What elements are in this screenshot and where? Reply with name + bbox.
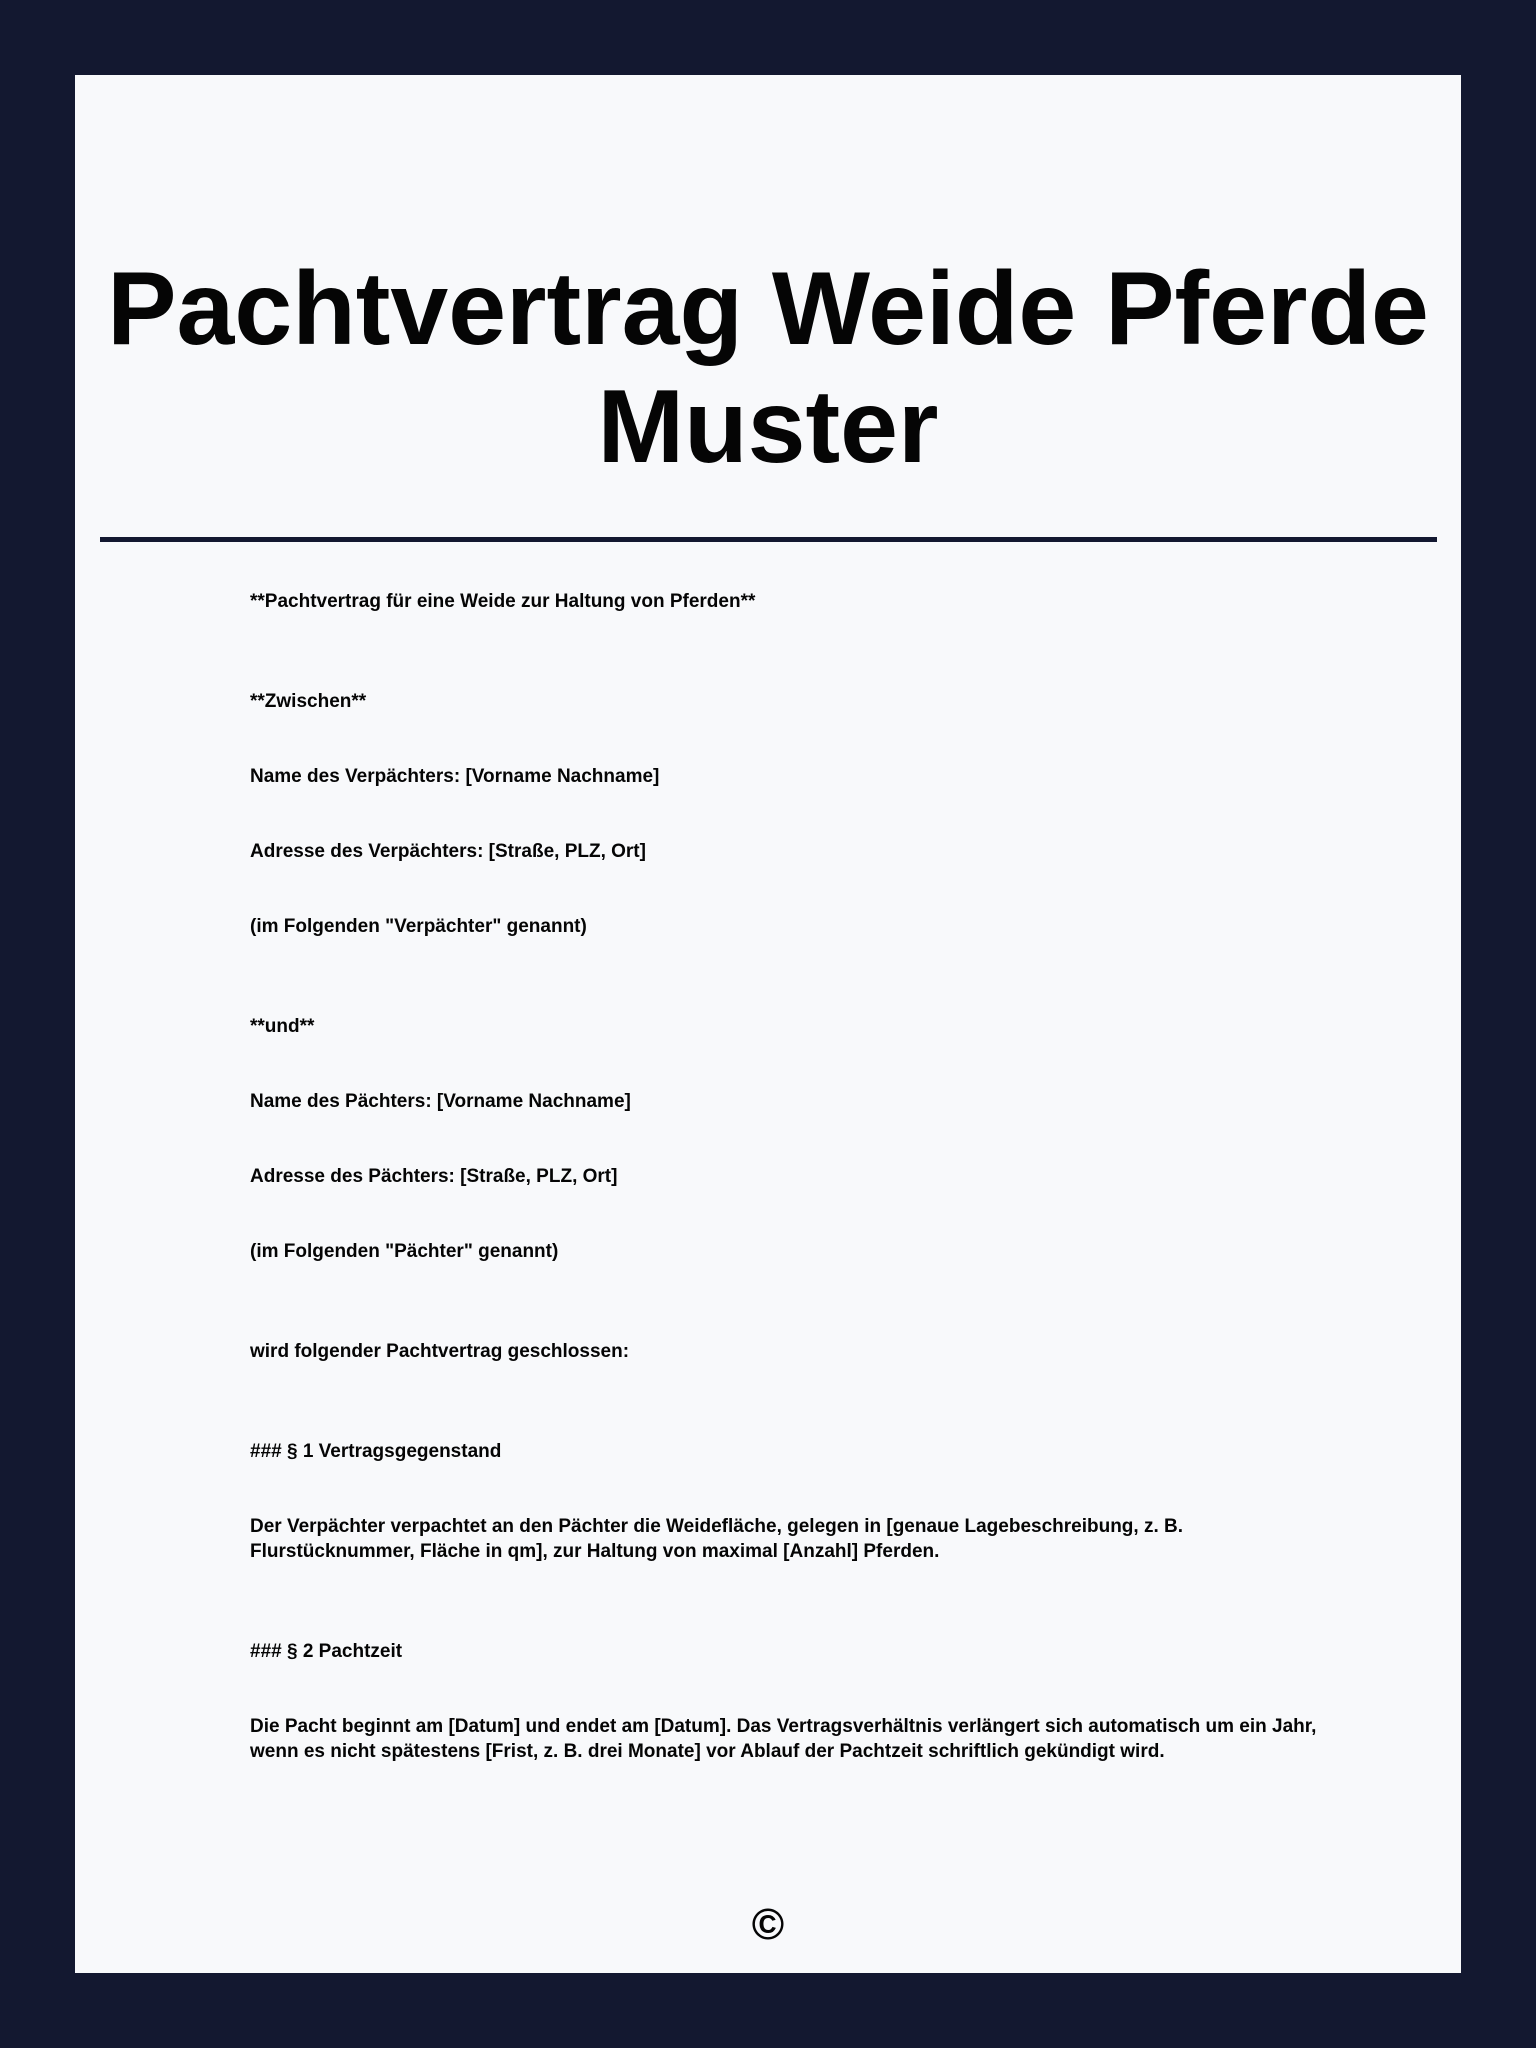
lessee-name: Name des Pächters: [Vorname Nachname] <box>250 1091 631 1112</box>
section-1-heading: ### § 1 Vertragsgegenstand <box>250 1441 502 1462</box>
document-page <box>75 75 1461 1973</box>
section-1-text: Der Verpächter verpachtet an den Pächter die Weidefläche, gelegen in [genaue Lagebeschreibung, z. B. Flurstücknummer, Fläche in qm], zur Haltung von maximal [Anzahl] Pferden. <box>250 1516 1184 1562</box>
section-2-heading: ### § 2 Pachtzeit <box>250 1641 403 1662</box>
lessee-address: Adresse des Pächters: [Straße, PLZ, Ort] <box>250 1166 618 1187</box>
lessor-address: Adresse des Verpächters: [Straße, PLZ, Ort] <box>250 841 646 862</box>
between-label: **Zwischen** <box>250 691 367 712</box>
document-title: Pachtvertrag Weide Pferde Muster <box>107 251 1429 485</box>
and-label: **und** <box>250 1016 315 1037</box>
contract-intro: wird folgender Pachtvertrag geschlossen: <box>250 1341 630 1362</box>
lessee-designation: (im Folgenden "Pächter" genannt) <box>250 1241 559 1262</box>
lessor-designation: (im Folgenden "Verpächter" genannt) <box>250 916 587 937</box>
title-divider <box>100 537 1437 542</box>
lessor-name: Name des Verpächters: [Vorname Nachname] <box>250 766 660 787</box>
copyright-icon: © <box>751 1900 785 1949</box>
section-2-text: Die Pacht beginnt am [Datum] und endet am [Datum]. Das Vertragsverhältnis verlängert sich automatisch um ein Jahr, wenn es nicht spätestens [Frist, z. B. drei Monate] vor Ablauf der Pachtzeit schriftlich gekündigt wird. <box>250 1716 1317 1762</box>
contract-heading: **Pachtvertrag für eine Weide zur Haltung von Pferden** <box>250 591 756 612</box>
